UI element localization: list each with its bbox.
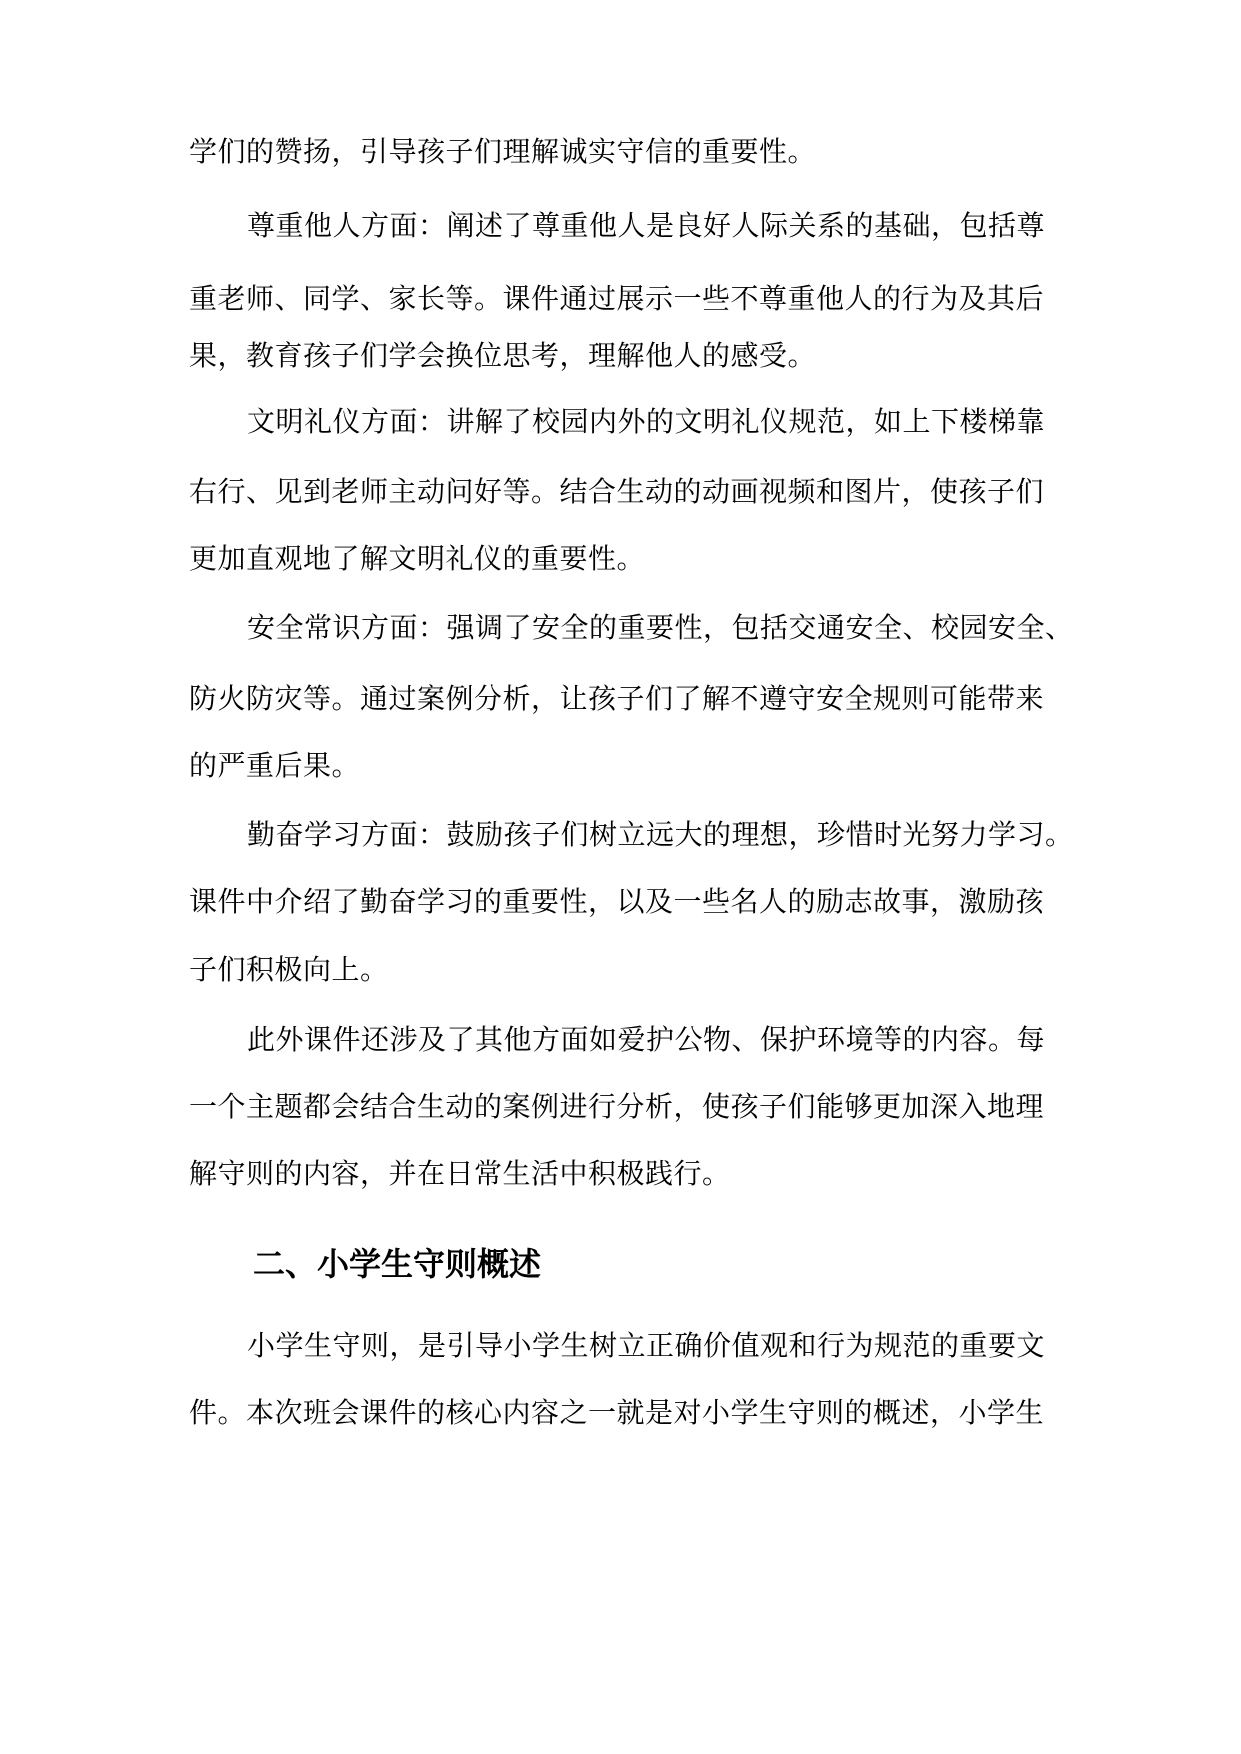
paragraph-line: 的严重后果。 <box>189 749 361 782</box>
paragraph-line: 件。本次班会课件的核心内容之一就是对小学生守则的概述，小学生 <box>189 1396 1045 1429</box>
paragraph-line: 一个主题都会结合生动的案例进行分析，使孩子们能够更加深入地理 <box>189 1090 1045 1123</box>
section-heading: 二、小学生守则概述 <box>253 1245 542 1283</box>
paragraph-line: 小学生守则，是引导小学生树立正确价值观和行为规范的重要文 <box>247 1329 1046 1362</box>
paragraph-line: 此外课件还涉及了其他方面如爱护公物、保护环境等的内容。每 <box>247 1023 1046 1056</box>
paragraph-line: 防火防灾等。通过案例分析，让孩子们了解不遵守安全规则可能带来 <box>189 682 1045 715</box>
paragraph-line: 尊重他人方面：阐述了尊重他人是良好人际关系的基础，包括尊 <box>247 209 1046 242</box>
paragraph-line: 解守则的内容，并在日常生活中积极践行。 <box>189 1157 731 1190</box>
paragraph-line: 重老师、同学、家长等。课件通过展示一些不尊重他人的行为及其后 <box>189 282 1045 315</box>
paragraph-line: 右行、见到老师主动问好等。结合生动的动画视频和图片，使孩子们 <box>189 475 1045 508</box>
paragraph-line: 课件中介绍了勤奋学习的重要性，以及一些名人的励志故事，激励孩 <box>189 885 1045 918</box>
paragraph-line: 子们积极向上。 <box>189 953 389 986</box>
paragraph-line: 果，教育孩子们学会换位思考，理解他人的感受。 <box>189 339 817 372</box>
paragraph-line: 学们的赞扬，引导孩子们理解诚实守信的重要性。 <box>189 135 817 168</box>
paragraph-line: 更加直观地了解文明礼仪的重要性。 <box>189 542 646 575</box>
paragraph-line: 安全常识方面：强调了安全的重要性，包括交通安全、校园安全、 <box>247 611 1074 644</box>
paragraph-line: 文明礼仪方面：讲解了校园内外的文明礼仪规范，如上下楼梯靠 <box>247 405 1046 438</box>
paragraph-line: 勤奋学习方面：鼓励孩子们树立远大的理想，珍惜时光努力学习。 <box>247 818 1074 851</box>
